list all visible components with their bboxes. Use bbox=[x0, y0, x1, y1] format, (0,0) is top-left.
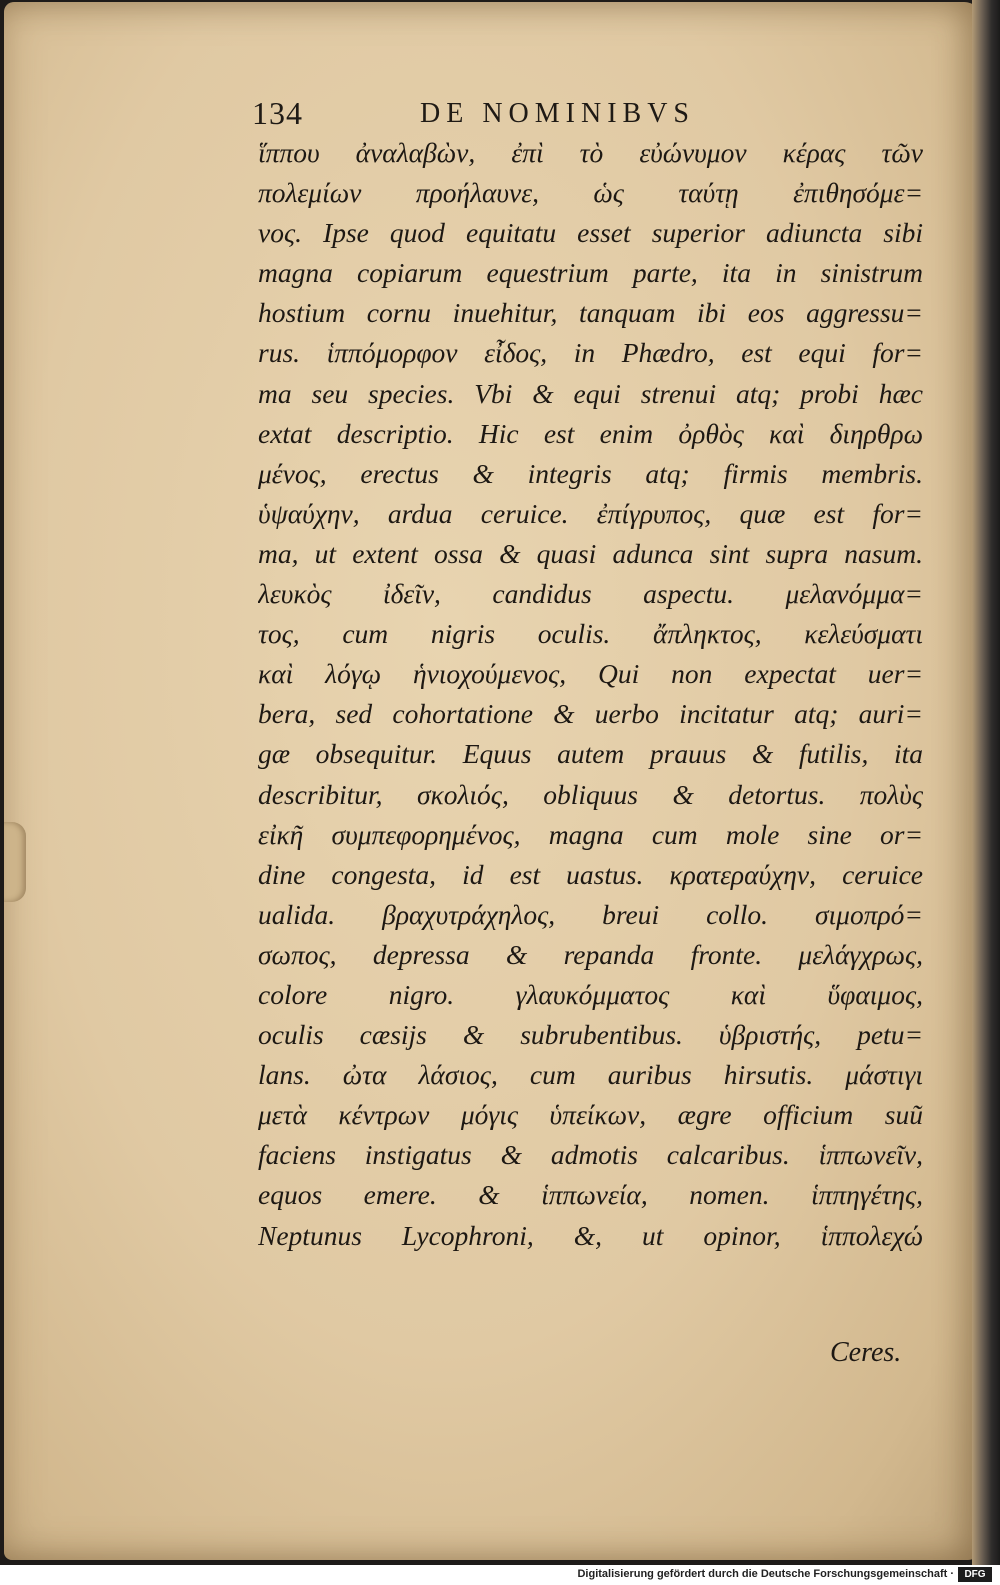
text-line: magna copiarum equestrium parte, ita in sinistrum bbox=[258, 257, 923, 289]
text-line: hostium cornu inuehitur, tanquam ibi eos aggressu= bbox=[258, 297, 923, 329]
text-line: τος, cum nigris oculis. ἄπληκτος, κελεύσματι bbox=[258, 618, 923, 650]
text-line: equos emere. & ἱππωνεία, nomen. ἱππηγέτης, bbox=[258, 1179, 923, 1211]
text-line: πολεμίων προήλαυνε, ὡς ταύτῃ ἐπιθησόμε= bbox=[258, 177, 923, 209]
body-text bbox=[258, 133, 923, 1256]
text-line: colore nigro. γλαυκόμματος καὶ ὕφαιμος, bbox=[258, 978, 923, 1010]
running-head: DE NOMINIBVS bbox=[420, 98, 695, 129]
text-line: lans. ὠτα λάσιος, cum auribus hirsutis. μάστιγι bbox=[258, 1059, 923, 1091]
text-line: ὑψαύχην, ardua ceruice. ἐπίγρυπος, quæ est for= bbox=[258, 497, 923, 529]
text-line: extat descriptio. Hic est enim ὀρθὸς καὶ διηρθρω bbox=[258, 417, 923, 449]
text-line: λευκὸς ἰδεῖν, candidus aspectu. μελανόμμα= bbox=[258, 578, 923, 610]
text-line: μετὰ κέντρων μόγις ὑπείκων, ægre officium suũ bbox=[258, 1099, 923, 1131]
page-edge-tab bbox=[4, 822, 26, 902]
text-line: describitur, σκολιός, obliquus & detortus. πολὺς bbox=[258, 778, 923, 810]
footer-credit: Digitalisierung gefördert durch die Deutsche Forschungsgemeinschaft · bbox=[577, 1568, 954, 1580]
text-line: νος. Ipse quod equitatu esset superior adiuncta sibi bbox=[258, 217, 923, 249]
text-line: rus. ἱππόμορφον εἶδος, in Phædro, est equi for= bbox=[258, 337, 923, 369]
text-line: gæ obsequitur. Equus autem prauus & futilis, ita bbox=[258, 738, 923, 770]
text-line: ἵππου ἀναλαβὼν, ἐπὶ τὸ εὐώνυμον κέρας τῶν bbox=[258, 137, 923, 168]
text-line: bera, sed cohortatione & uerbo incitatur atq; auri= bbox=[258, 698, 923, 730]
text-line: dine congesta, id est uastus. κρατεραύχην, ceruice bbox=[258, 858, 923, 890]
text-line: εἰκῆ συμπεφορημένος, magna cum mole sine or= bbox=[258, 818, 923, 850]
text-line: ma seu species. Vbi & equi strenui atq; probi hæc bbox=[258, 377, 923, 409]
book-binding bbox=[972, 0, 1000, 1565]
page-number: 134 bbox=[252, 95, 303, 131]
text-line: ma, ut extent ossa & quasi adunca sint supra nasum. bbox=[258, 537, 923, 569]
dfg-logo: DFG bbox=[958, 1567, 992, 1582]
catchword: Ceres. bbox=[830, 1337, 902, 1368]
text-line: μένος, erectus & integris atq; firmis membris. bbox=[258, 457, 923, 489]
text-line: Neptunus Lycophroni, &, ut opinor, ἱππολεχώ bbox=[258, 1219, 923, 1251]
text-line: καὶ λόγῳ ἡνιοχούμενος, Qui non expectat uer= bbox=[258, 658, 923, 690]
text-line: oculis cæsijs & subrubentibus. ὑβριστής, petu= bbox=[258, 1019, 923, 1051]
text-line: faciens instigatus & admotis calcaribus. ἱππωνεῖν, bbox=[258, 1139, 923, 1171]
text-line: ualida. βραχυτράχηλος, breui collo. σιμοπρό= bbox=[258, 898, 923, 930]
text-line: σωπος, depressa & repanda fronte. μελάγχρως, bbox=[258, 938, 923, 970]
